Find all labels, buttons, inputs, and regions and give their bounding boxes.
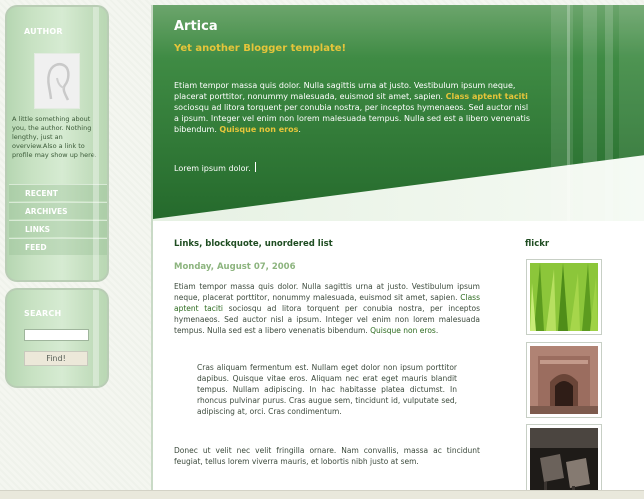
header-link-quisque[interactable]: Quisque non eros: [219, 125, 299, 134]
header-link-class-aptent[interactable]: Class aptent taciti: [445, 92, 528, 101]
grass-photo-icon: [530, 263, 598, 331]
flickr-thumb[interactable]: [526, 424, 602, 499]
post-text: sociosqu ad litora torquent per conubia nostra, per inceptos hymenaeos. Sed auctor nisl a ipsum. Integer vel enim non lorem malesuada tempus. Nulla sed est a libero venenatis bibendum.: [174, 304, 481, 335]
text-cursor: [255, 162, 256, 172]
author-box: [5, 5, 109, 282]
sidebar-item-feed[interactable]: FEED: [9, 238, 107, 255]
main-column: [151, 5, 644, 499]
post-link-class-aptent[interactable]: Class aptent taciti: [174, 293, 480, 313]
sidebar-item-recent[interactable]: RECENT: [9, 184, 107, 201]
header-lorem: [174, 162, 256, 173]
sidebar-item-links[interactable]: LINKS: [9, 220, 107, 237]
sidebar-item-archives[interactable]: ARCHIVES: [9, 202, 107, 219]
post-blockquote: Cras aliquam fermentum est. Nullam eget dolor non ipsum porttitor dapibus. Quisque vitae eros. Aliquam nec erat eget mauris blandit tempus. Nullam adipiscing. In hac habitasse platea dictumst. In rhoncus pulvinar purus. Cras augue sem, tincidunt id, vulputate sed, adipiscing at, orci. Cras condimentum.: [197, 363, 457, 416]
blog-subtitle: Yet another Blogger template!: [174, 43, 347, 54]
author-description: A little something about you, the author. Nothing lengthy, just an overview.Also a link to profile may show up here.: [12, 115, 97, 159]
post-title[interactable]: Links, blockquote, unordered list: [174, 239, 333, 249]
chairs-photo-icon: [530, 428, 598, 496]
avatar: [34, 53, 80, 109]
post-date: Monday, August 07, 2006: [174, 262, 296, 272]
search-box: [5, 288, 109, 388]
sidebar-menu: [9, 184, 107, 256]
author-box-title: AUTHOR: [24, 27, 63, 36]
post-paragraph: [174, 281, 480, 336]
post-link-quisque[interactable]: Quisque non eros: [370, 326, 436, 335]
flickr-title: flickr: [525, 239, 550, 249]
header-desc-text: Etiam tempor massa quis dolor. Nulla sagittis urna at justo. Vestibulum ipsum neque, placerat porttitor, nonummy malesuada, euismod sit amet, sapien.: [174, 81, 516, 101]
post-text: Etiam tempor massa quis dolor. Nulla sagittis urna at justo. Vestibulum ipsum neque, placerat porttitor, nonummy malesuada, euismod sit amet, sapien.: [174, 282, 480, 302]
flickr-thumb[interactable]: [526, 342, 602, 418]
header-desc-text: .: [298, 125, 301, 134]
blog-title[interactable]: Artica: [174, 19, 218, 34]
find-button[interactable]: Find!: [24, 351, 88, 366]
header-description: [174, 80, 534, 135]
avatar-silhouette-icon: [35, 54, 80, 109]
post-text: .: [435, 326, 439, 335]
doorway-photo-icon: [530, 346, 598, 414]
search-input[interactable]: [24, 329, 89, 341]
header-desc-text: sociosqu ad litora torquent per conubia nostra, per inceptos hymenaeos. Sed auctor nisl a ipsum. Integer vel enim non lorem malesuada tempus. Nulla sed est a libero venenatis bibendum.: [174, 103, 530, 134]
bottom-bar: [0, 490, 644, 499]
flickr-thumb[interactable]: [526, 259, 602, 335]
post-paragraph: Donec ut velit nec velit fringilla ornare. Nam convallis, massa ac tincidunt feugiat, tellus lorem viverra mauris, et lobortis nibh justo at sem.: [174, 446, 480, 466]
search-box-title: SEARCH: [24, 309, 62, 318]
header-lorem-text: Lorem ipsum dolor.: [174, 164, 251, 173]
